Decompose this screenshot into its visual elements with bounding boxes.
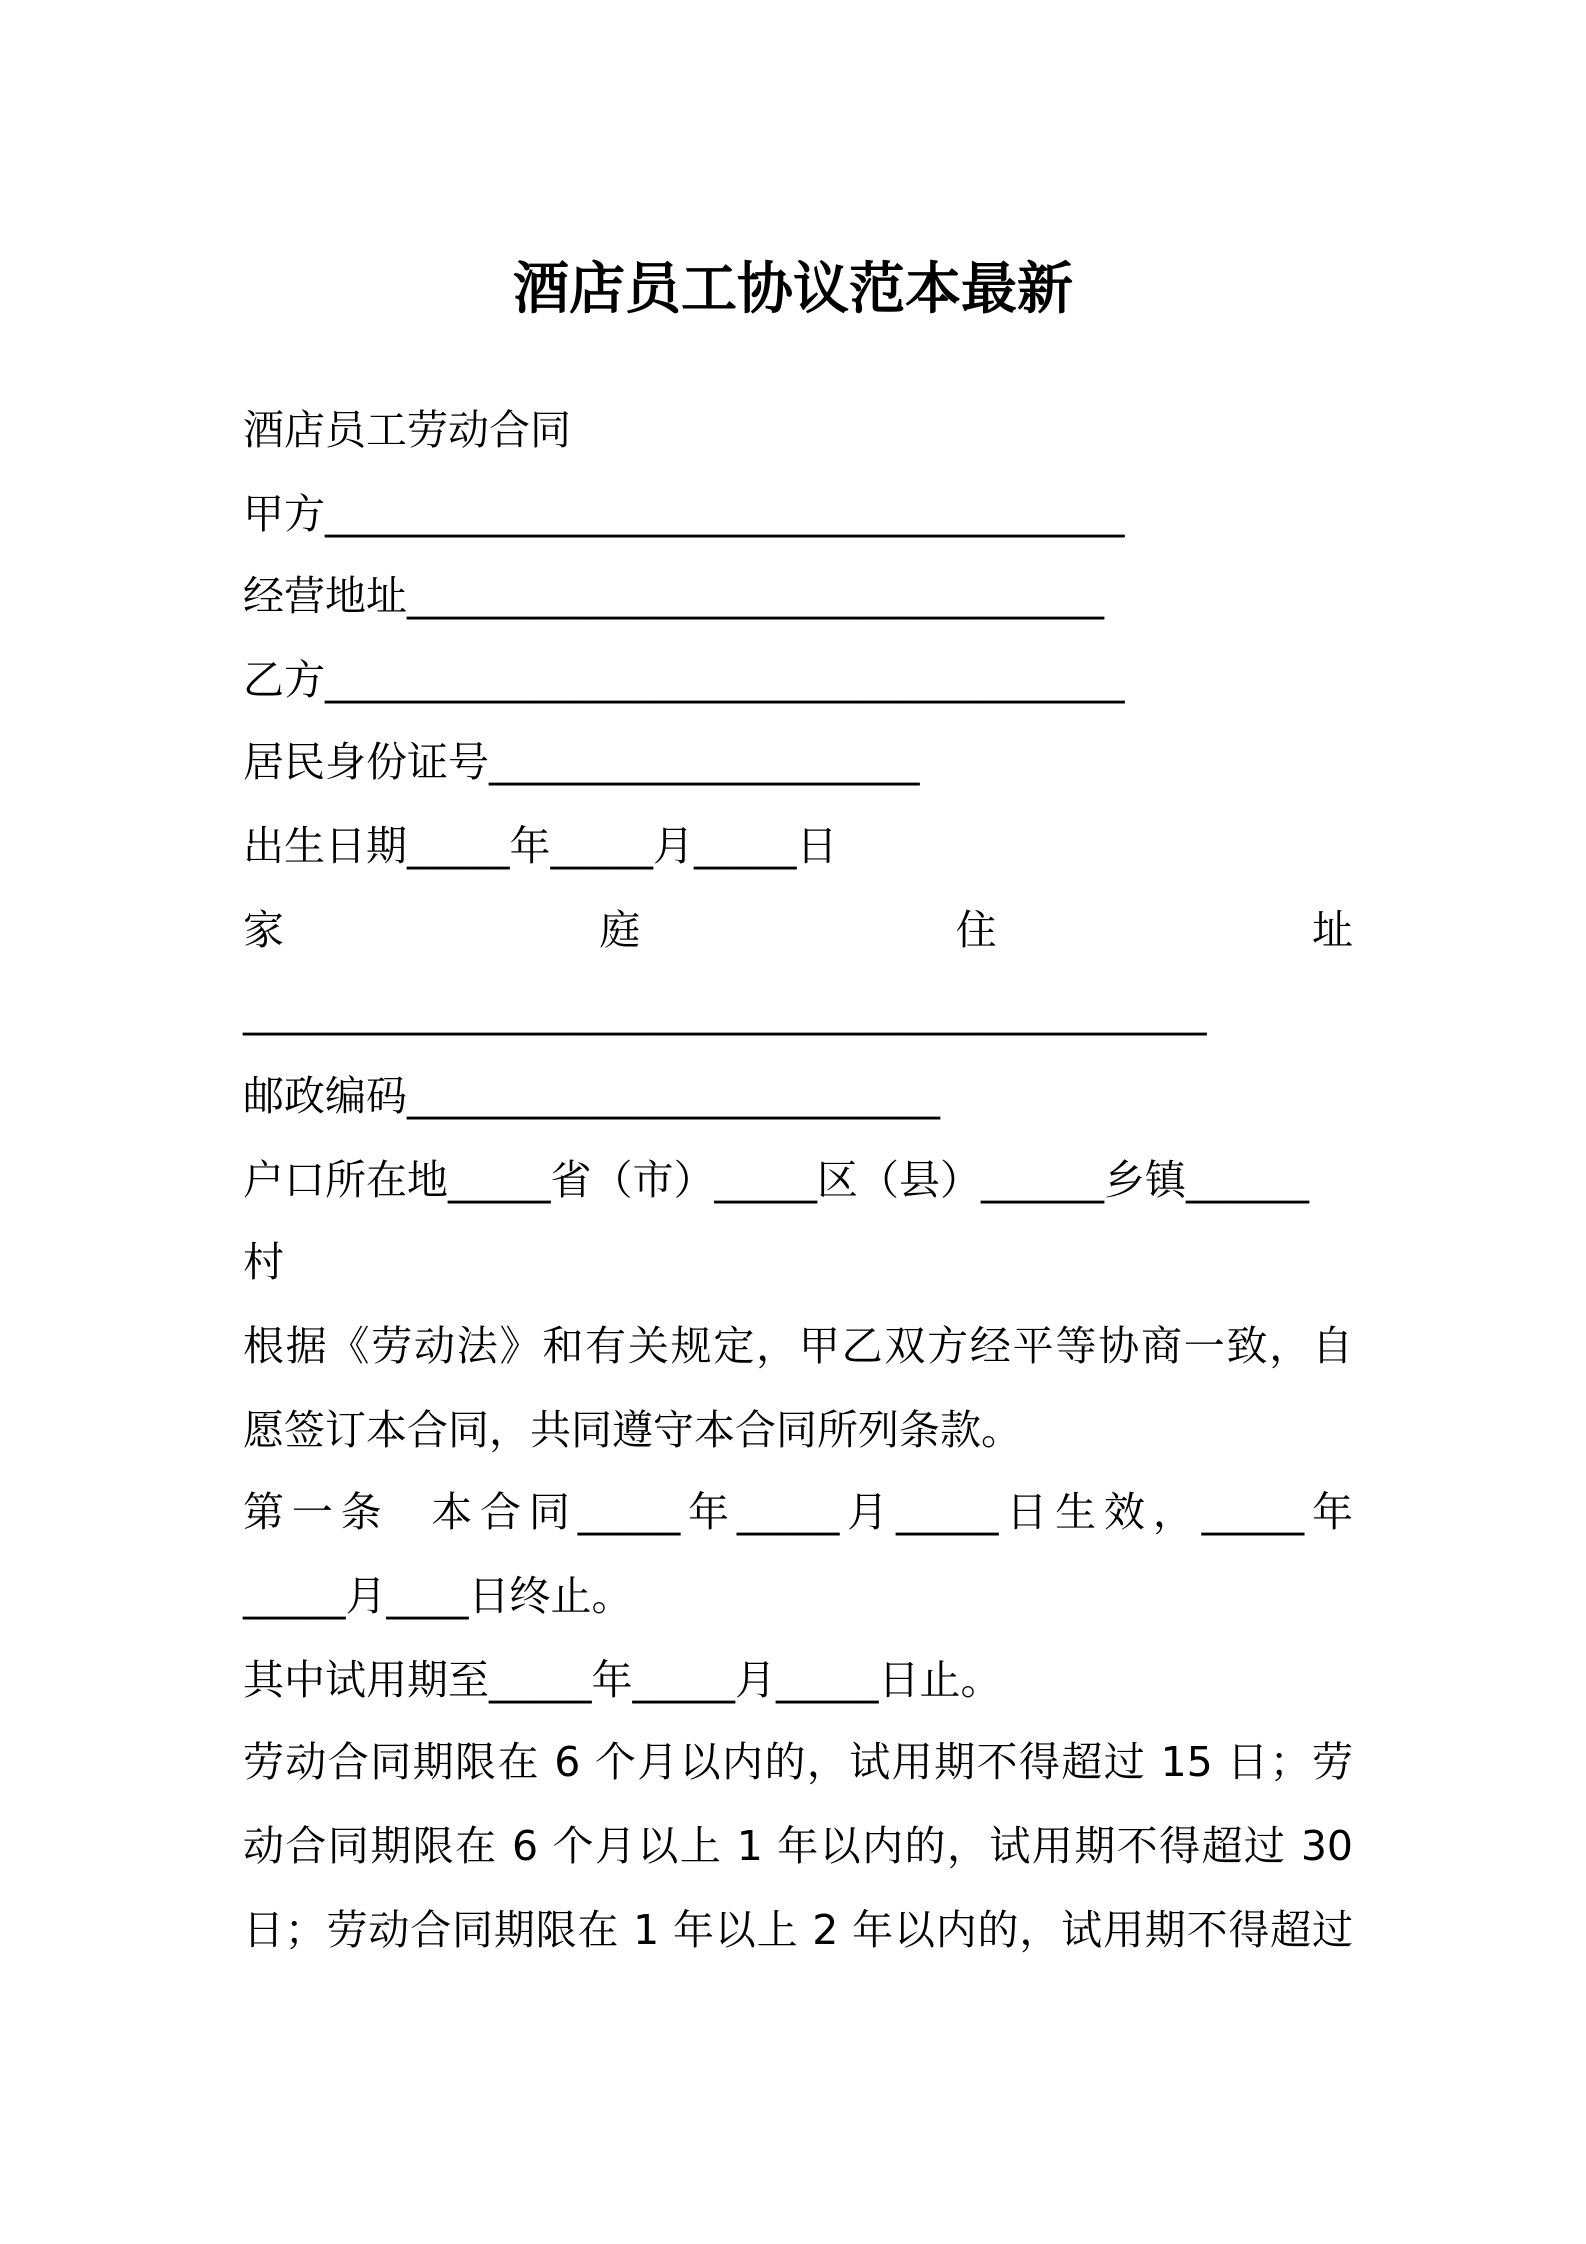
- party-a-line: 甲方_______________________________________: [243, 490, 1125, 538]
- business-address-line: 经营地址__________________________________: [243, 572, 1104, 620]
- document-title: 酒店员工协议范本最新: [513, 257, 1073, 322]
- id-number-line: 居民身份证号_____________________: [243, 738, 920, 786]
- article-one-line-1: 第一条 本合同_____年_____月_____日生效，_____年: [243, 1488, 1353, 1536]
- birth-date-line: 出生日期_____年_____月_____日: [243, 822, 838, 870]
- probation-rule-line-3: 日；劳动合同期限在 1 年以上 2 年以内的，试用期不得超过: [243, 1906, 1353, 1954]
- village-line: 村: [243, 1238, 284, 1286]
- preamble-line-2: 愿签订本合同，共同遵守本合同所列条款。: [243, 1406, 1022, 1454]
- probation-line: 其中试用期至_____年_____月_____日止。: [243, 1656, 1002, 1704]
- home-address-blank: _______________________________________________: [243, 988, 1207, 1036]
- party-b-line: 乙方_______________________________________: [243, 656, 1125, 704]
- preamble-line-1: 根据《劳动法》和有关规定，甲乙双方经平等协商一致，自: [243, 1322, 1353, 1370]
- contract-heading: 酒店员工劳动合同: [243, 406, 571, 454]
- home-address-char: 住: [955, 906, 997, 954]
- postal-code-line: 邮政编码__________________________: [243, 1072, 940, 1120]
- probation-rule-line-1: 劳动合同期限在 6 个月以内的，试用期不得超过 15 日；劳: [243, 1738, 1353, 1786]
- home-address-char: 址: [1311, 906, 1353, 954]
- home-address-label: [243, 900, 1353, 960]
- article-one-line-2: _____月____日终止。: [243, 1572, 633, 1620]
- home-address-char: 家: [243, 906, 284, 954]
- home-address-char: 庭: [599, 906, 641, 954]
- probation-rule-line-2: 动合同期限在 6 个月以上 1 年以内的，试用期不得超过 30: [243, 1822, 1353, 1870]
- household-registration-line: 户口所在地_____省（市）_____区（县）______乡镇______: [243, 1156, 1309, 1204]
